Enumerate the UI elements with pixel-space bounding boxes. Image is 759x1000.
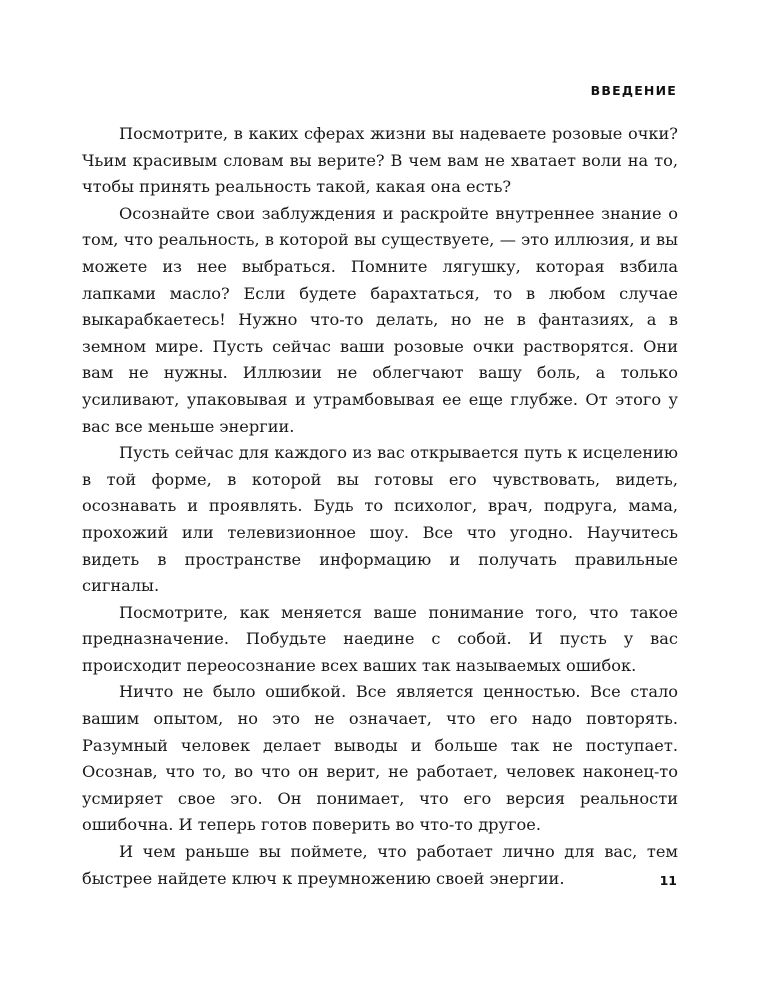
paragraph-6: И чем раньше вы поймете, что работает лично для вас, тем быстрее найдете ключ к преумножению своей энергии. <box>82 842 678 888</box>
paragraph-5: Ничто не было ошибкой. Все является ценностью. Все стало вашим опытом, но это не означает, что его надо повторять. Разумный человек делает выводы и больше так не поступает. Осознав, что то, во что он верит, не работает, человек наконец-то усмиряет свое эго. Он понимает, что его версия реальности ошибочна. И теперь готов поверить во что-то другое. <box>82 682 678 835</box>
body-text <box>82 121 678 892</box>
page-number: 11 <box>659 873 677 888</box>
paragraph-3: Пусть сейчас для каждого из вас открывается путь к исцелению в той форме, в которой вы готовы его чувствовать, видеть, осознавать и проявлять. Будь то психолог, врач, подруга, мама, прохожий или телевизионное шоу. Все что угодно. Научитесь видеть в пространстве информацию и получать правильные сигналы. <box>82 443 678 596</box>
paragraph-4: Посмотрите, как меняется ваше понимание того, что такое предназначение. Побудьте наедине с собой. И пусть у вас происходит переосознание всех ваших так называемых ошибок. <box>82 602 678 675</box>
paragraph-1: Посмотрите, в каких сферах жизни вы надеваете розовые очки? Чьим красивым словам вы верите? В чем вам не хватает воли на то, чтобы принять реальность такой, какая она есть? <box>82 124 678 197</box>
running-head-section-title: ВВЕДЕНИЕ <box>590 83 677 98</box>
paragraph-2: Осознайте свои заблуждения и раскройте внутреннее знание о том, что реальность, в которой вы существуете, — это иллюзия, и вы можете из нее выбраться. Помните лягушку, которая взбила лапками масло? Если будете барахтаться, то в любом случае выкарабкаетесь! Нужно что-то делать, но не в фантазиях, а в земном мире. Пусть сейчас ваши розовые очки растворятся. Они вам не нужны. Иллюзии не облегчают вашу боль, а только усиливают, упаковывая и утрамбовывая ее еще глубже. От этого у вас все меньше энергии. <box>82 203 678 436</box>
